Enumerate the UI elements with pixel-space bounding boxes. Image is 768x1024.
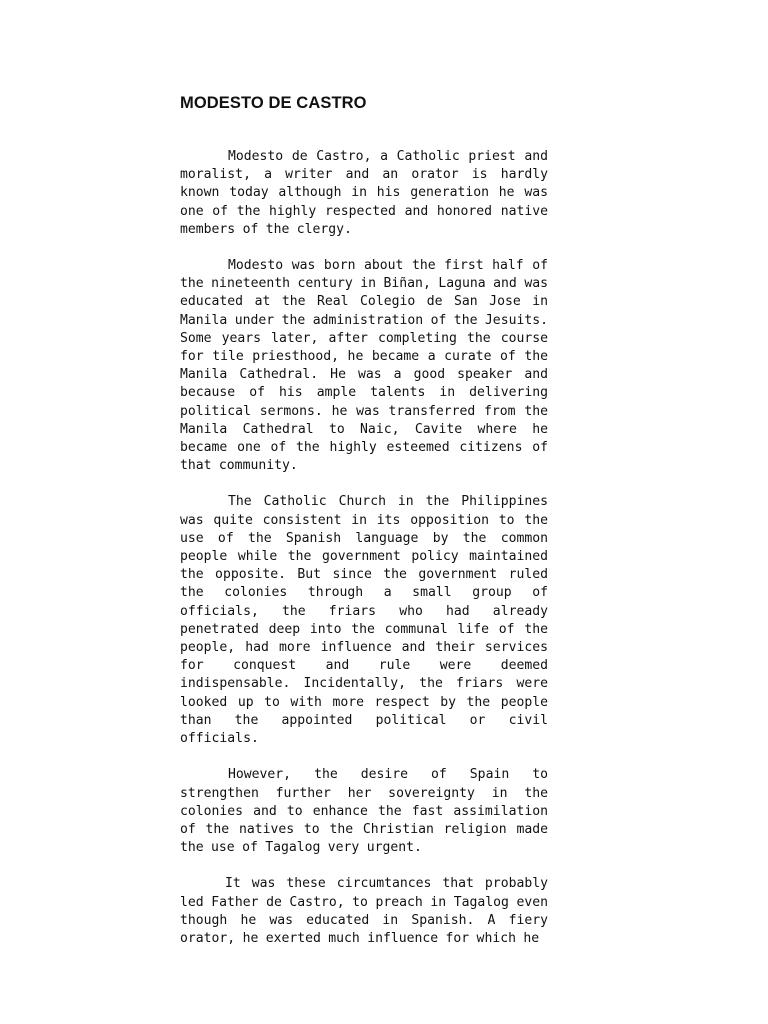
paragraph-church-policy: The Catholic Church in the Philippines was quite consistent in its opposition to the use of the Spanish language by the common people while the government policy maintained the opposite. But since the government ruled the colonies through a small group of officials, the friars who had already penetrated deep into the communal life of the people, had more influence and their services for conquest and rule were deemed indispensable. Incidentally, the friars were looked up to with more respect by the people than the appointed political or civil officials. (180, 494, 548, 747)
paragraph-spain-desire: However, the desire of Spain to strengthen further her sovereignty in the colonies and to enhance the fast assimilation of the natives to the Christian religion made the use of Tagalog very urgent. (180, 767, 548, 856)
paragraph-biography: Modesto was born about the first half of the nineteenth century in Biñan, Laguna and was educated at the Real Colegio de San Jose in Manila under the administration of the Jesuits. Some years later, after completing the course for tile priesthood, he became a curate of the Manila Cathedral. He was a good speaker and because of his ample talents in delivering political sermons. he was transferred from the Manila Cathedral to Naic, Cavite where he became one of the highly esteemed citizens of that community. (180, 258, 548, 474)
paragraph-circumstances: It was these circumtances that probably led Father de Castro, to preach in Tagalog even though he was educated in Spanish. A fiery orator, he exerted much influence for which he (180, 876, 548, 946)
paragraph-intro: Modesto de Castro, a Catholic priest and moralist, a writer and an orator is hardly known today although in his generation he was one of the highly respected and honored native members of the clergy. (180, 149, 548, 237)
document-title: MODESTO DE CASTRO (180, 94, 367, 112)
document-page (180, 92, 548, 966)
